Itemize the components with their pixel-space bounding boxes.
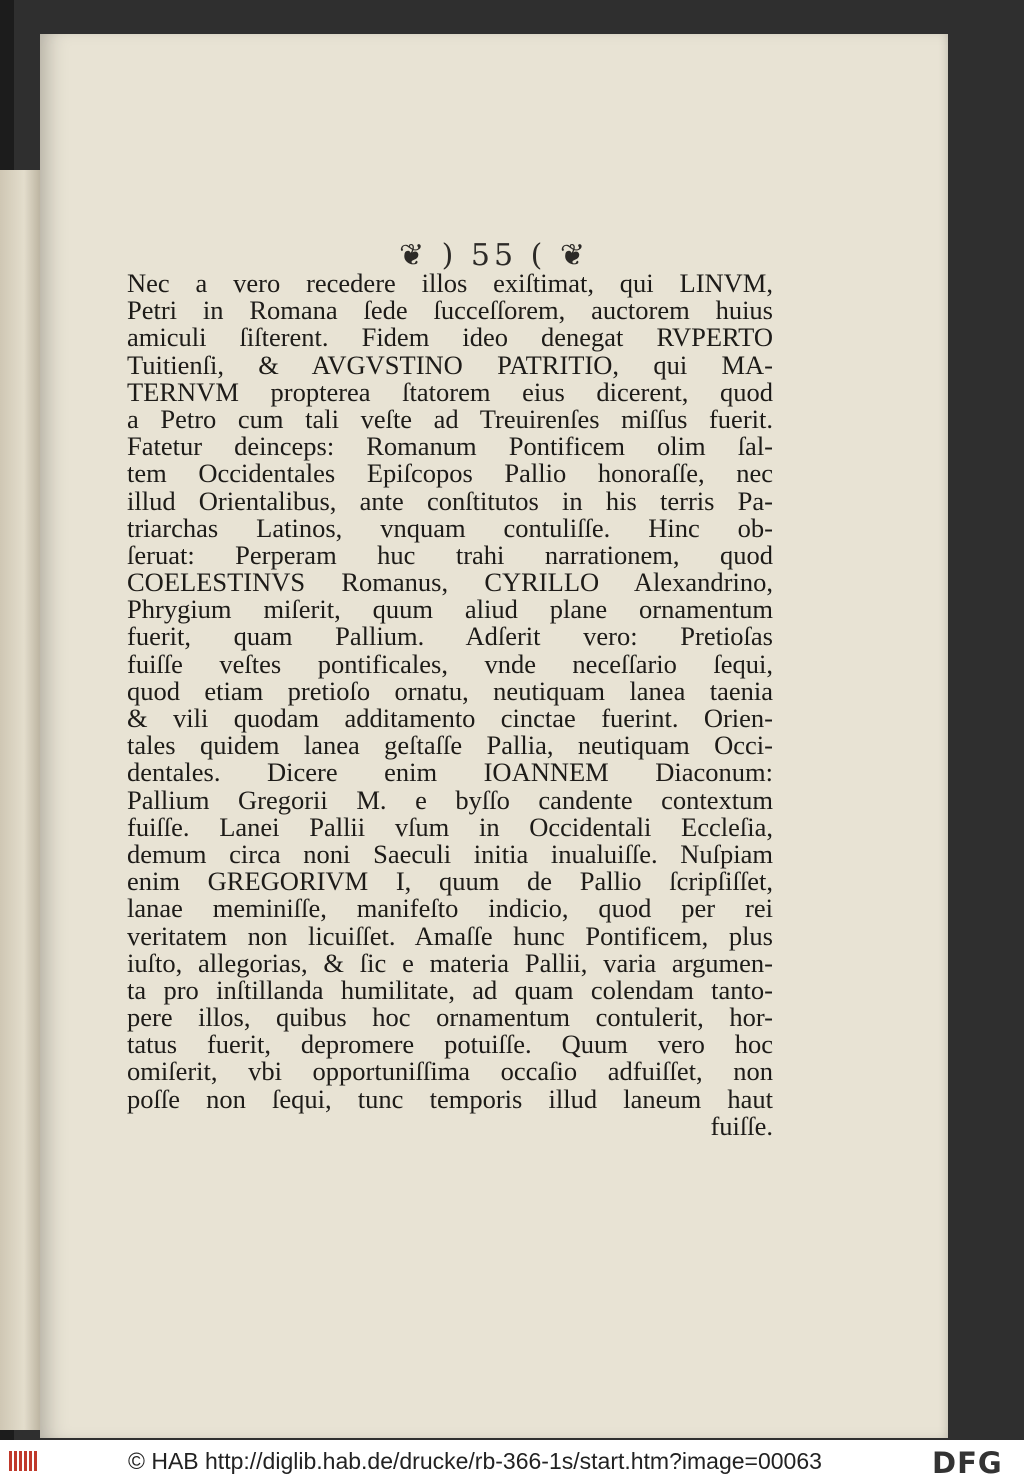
text-line: ſeruat: Perperam huc trahi narrationem, quod (127, 539, 773, 570)
page-number-header: ❦ ) 55 ( ❦ (399, 238, 589, 273)
text-line: dentales. Dicere enim IOANNEM Diaconum: (127, 757, 773, 788)
text-line: Phrygium miſerit, quum aliud plane ornamentum (127, 594, 773, 625)
text-line: iuſto, allegorias, & ſic e materia Pallii, varia argumen- (127, 947, 773, 978)
text-line: fuiſſe. (710, 1110, 773, 1141)
text-line: Petri in Romana ſede ſucceſſorem, auctorem huius (127, 295, 773, 326)
text-line: fuiſſe. Lanei Pallii vſum in Occidentali Eccleſia, (127, 811, 773, 842)
text-line: enim GREGORIVM I, quum de Pallio ſcripſiſſet, (127, 866, 773, 897)
text-line: omiſerit, vbi opportuniſſima occaſio adfuiſſet, non (127, 1056, 773, 1087)
page-text (127, 270, 773, 1140)
text-line: Tuitienſi, & AVGVSTINO PATRITIO, qui MA- (127, 349, 773, 380)
text-line: illud Orientalibus, ante conſtitutos in his terris Pa- (127, 485, 773, 516)
hab-logo-icon (8, 1449, 38, 1473)
text-line: pere illos, quibus hoc ornamentum contulerit, hor- (127, 1002, 773, 1033)
text-line: tatus fuerit, depromere potuiſſe. Quum vero hoc (127, 1029, 773, 1060)
previous-page-edge (0, 170, 40, 1430)
text-line: a Petro cum tali veſte ad Treuirenſes miſſus fuerit. (127, 403, 773, 434)
text-line: Fatetur deinceps: Romanum Pontificem olim ſal- (127, 431, 773, 462)
text-line: fuiſſe veſtes pontificales, vnde neceſſario ſequi, (127, 648, 773, 679)
copyright-link[interactable]: © HAB http://diglib.hab.de/drucke/rb-366-1s/start.htm?image=00063 (128, 1448, 822, 1474)
text-line: lanae meminiſſe, manifeſto indicio, quod per rei (127, 893, 773, 924)
text-line: poſſe non ſequi, tunc temporis illud laneum haut (127, 1083, 773, 1114)
text-line: tem Occidentales Epiſcopos Pallio honoraſſe, nec (127, 458, 773, 489)
text-line: triarchas Latinos, vnquam contuliſſe. Hinc ob- (127, 512, 773, 543)
text-line: ta pro inſtillanda humilitate, ad quam colendam tanto- (127, 974, 773, 1005)
text-line: quod etiam pretioſo ornatu, neutiquam lanea taenia (127, 675, 773, 706)
text-line: COELESTINVS Romanus, CYRILLO Alexandrino, (127, 567, 773, 598)
text-line: tales quidem lanea geſtaſſe Pallia, neutiquam Occi- (127, 730, 773, 761)
dfg-logo: DFG (932, 1446, 1003, 1480)
text-line: & vili quodam additamento cinctae fuerint. Orien- (127, 703, 773, 733)
footer-bar (0, 1440, 1024, 1483)
text-line: TERNVM propterea ſtatorem eius dicerent, quod (127, 376, 773, 407)
text-line: veritatem non licuiſſet. Amaſſe hunc Pontificem, plus (127, 920, 773, 951)
text-line: fuerit, quam Pallium. Adſerit vero: Pretioſas (127, 621, 773, 652)
text-line: Nec a vero recedere illos exiſtimat, qui LINVM, (127, 268, 773, 298)
text-line: Pallium Gregorii M. e byſſo candente contextum (127, 784, 773, 815)
text-line: amiculi ſiſterent. Fidem ideo denegat RVPERTO (127, 322, 773, 353)
text-line: demum circa noni Saeculi initia inualuiſſe. Nuſpiam (127, 838, 773, 869)
book-page (40, 34, 948, 1438)
